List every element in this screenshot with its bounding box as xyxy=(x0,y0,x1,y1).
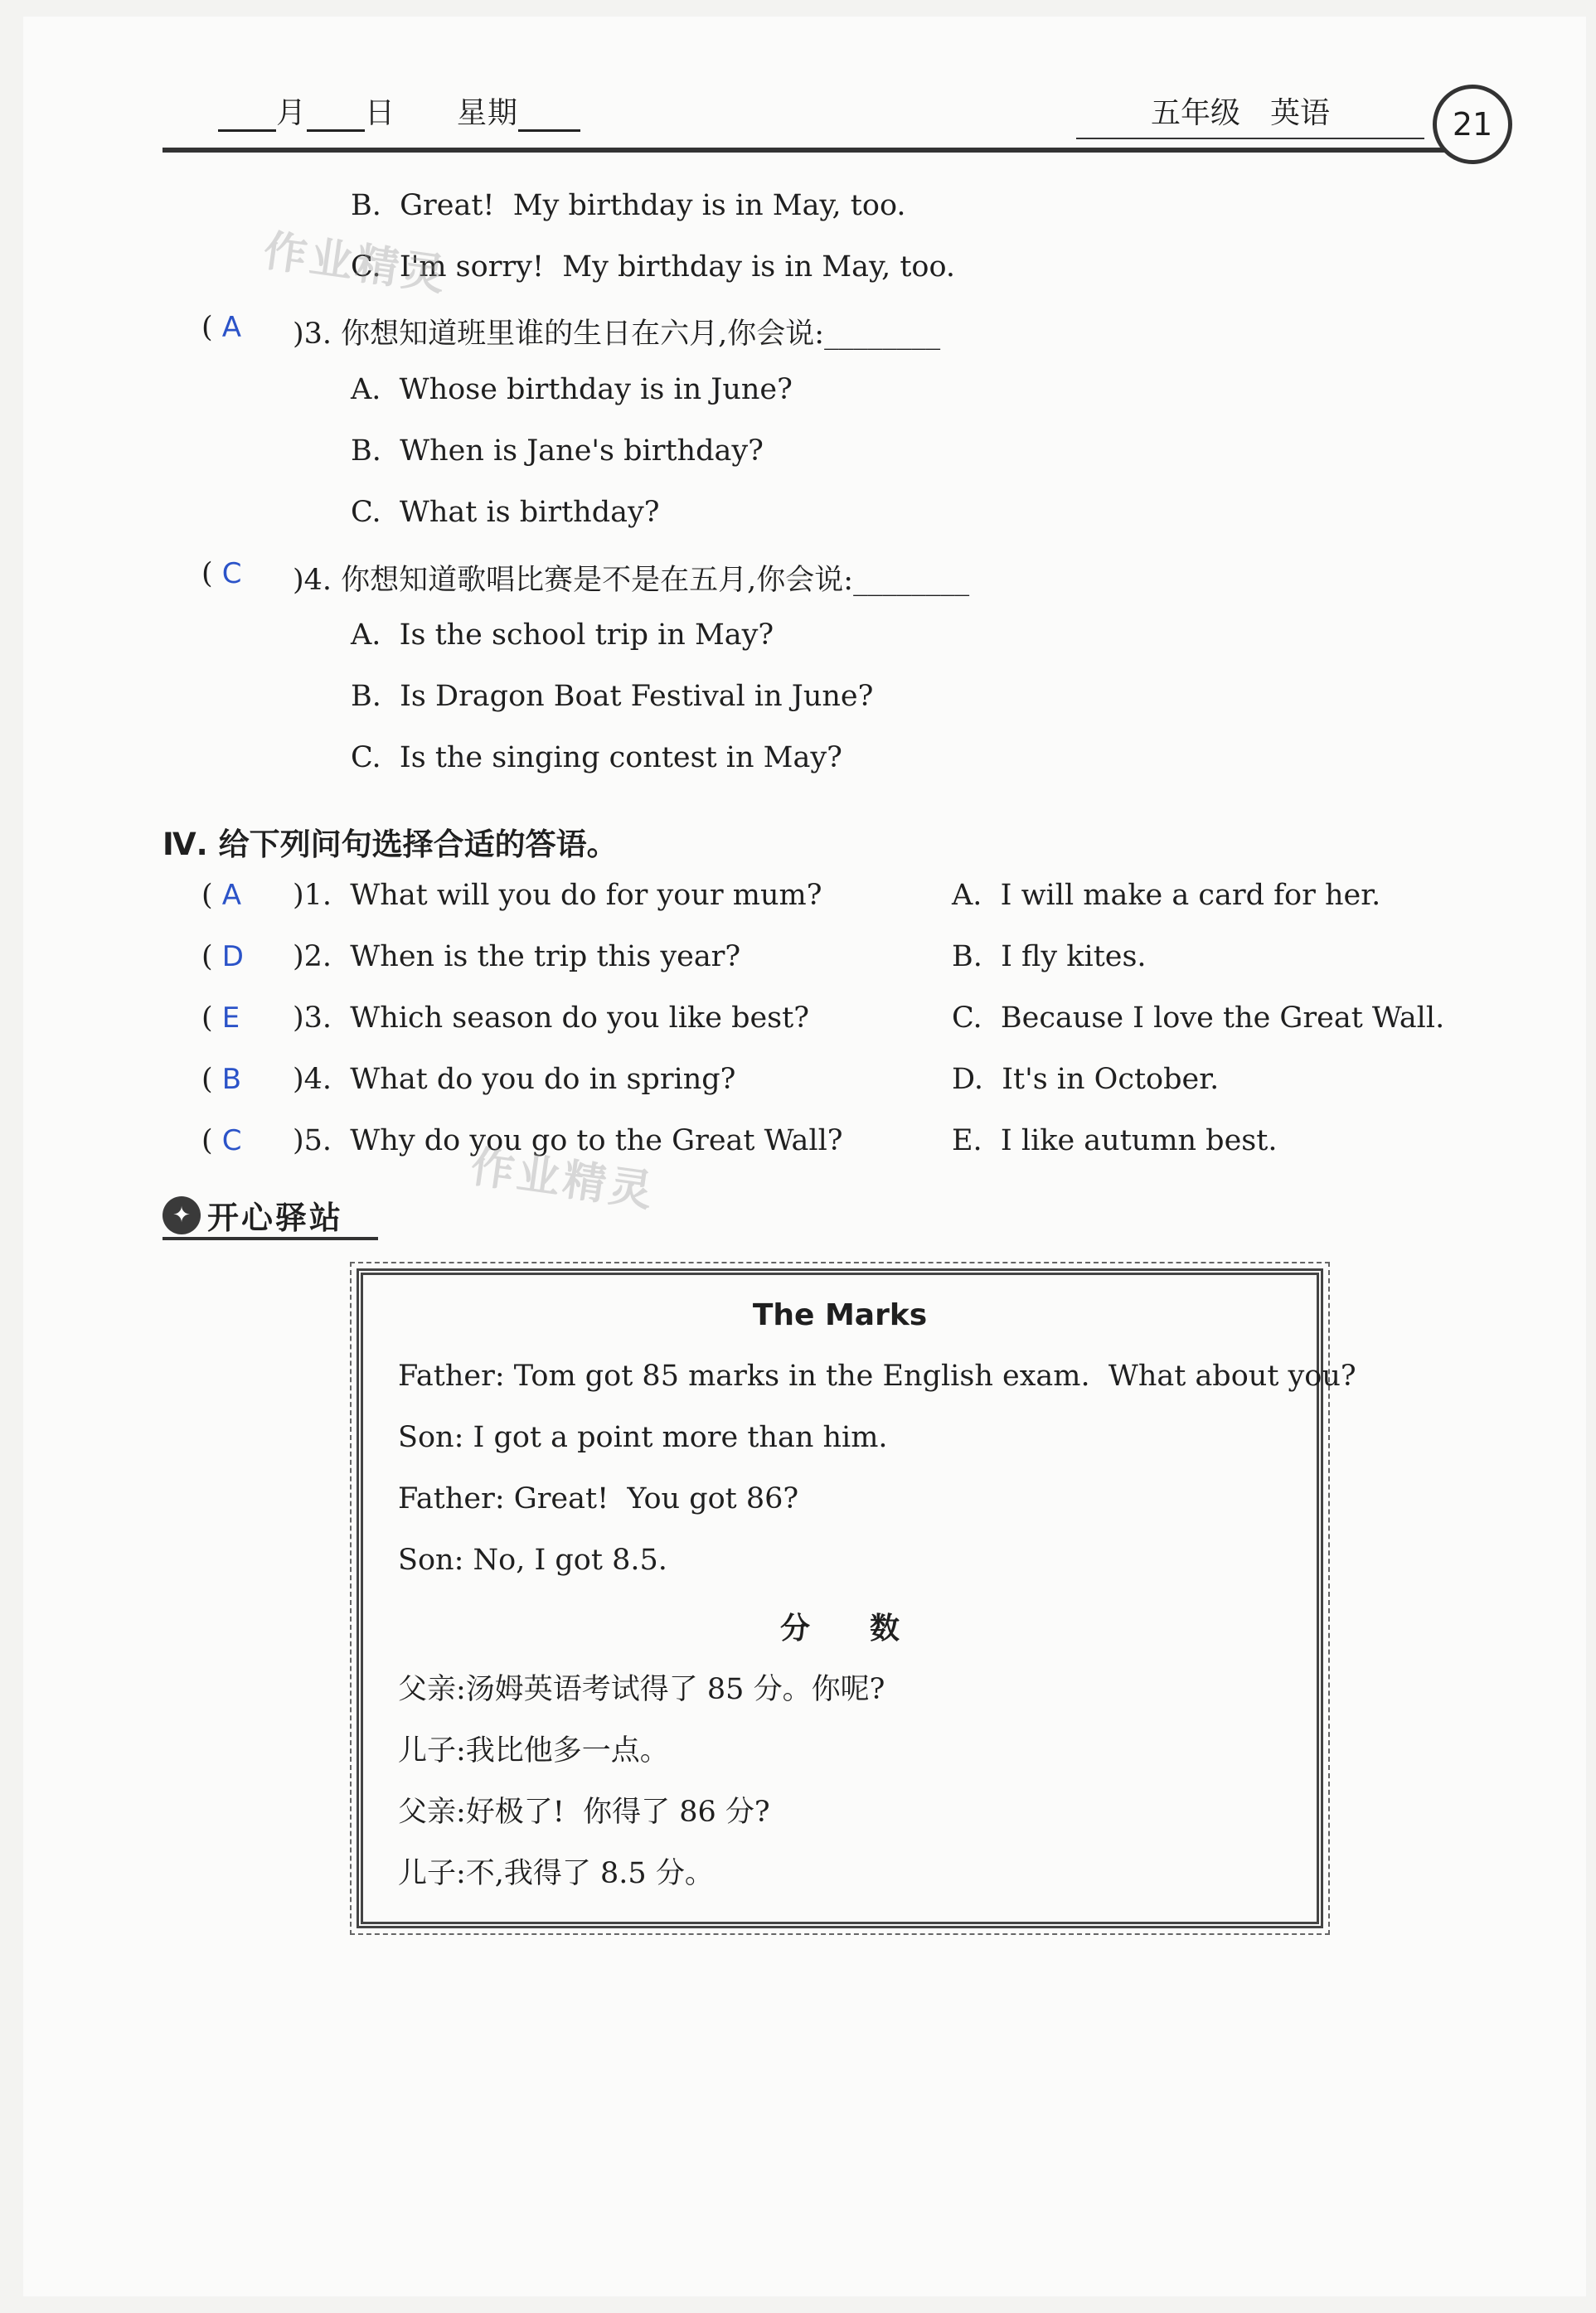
month-label: 月 xyxy=(276,96,308,130)
fun-corner-title: 开心驿站 xyxy=(207,1200,344,1236)
s4-q5-question: )5. Why do you go to the Great Wall? xyxy=(293,1124,843,1157)
grade-subject: 五年级 英语 xyxy=(1151,96,1331,130)
lightbulb-icon: ✦ xyxy=(163,1196,201,1234)
q3-stem: )3. 你想知道班里谁的生日在六月,你会说:________ xyxy=(293,318,941,351)
q4-option-b: B. Is Dragon Boat Festival in June? xyxy=(351,680,874,713)
s4-q2-paren: ( D xyxy=(201,940,244,973)
q3-paren: ( A xyxy=(201,311,242,344)
story-line-zh-4: 儿子:不,我得了 8.5 分。 xyxy=(398,1857,714,1890)
s4-reply-d: D. It's in October. xyxy=(952,1063,1220,1096)
s4-reply-b: B. I fly kites. xyxy=(952,940,1147,973)
s4-q2-answer: D xyxy=(221,940,244,973)
s4-q5-answer: C xyxy=(221,1124,242,1157)
fun-corner-underline xyxy=(163,1237,378,1240)
story-title-zh: 分 数 xyxy=(779,1612,900,1646)
page-number: 21 xyxy=(1433,85,1512,164)
fun-corner-header xyxy=(163,1192,343,1238)
q3-option-c: C. What is birthday? xyxy=(351,496,660,529)
s4-q4-paren: ( B xyxy=(201,1063,242,1096)
story-line-en-3: Father: Great! You got 86? xyxy=(398,1482,799,1515)
q3-answer: A xyxy=(221,311,242,344)
s4-q1-answer: A xyxy=(221,879,242,912)
s4-q3-paren: ( E xyxy=(201,1001,240,1035)
s4-q1-question: )1. What will you do for your mum? xyxy=(293,879,822,912)
story-line-zh-2: 儿子:我比他多一点。 xyxy=(398,1734,669,1767)
s4-q4-answer: B xyxy=(221,1063,242,1096)
story-box xyxy=(357,1268,1356,1928)
q2-option-c: C. I'm sorry! My birthday is in May, too. xyxy=(351,250,956,284)
q3-option-a: A. Whose birthday is in June? xyxy=(351,373,793,406)
q4-option-c: C. Is the singing contest in May? xyxy=(351,741,842,774)
q4-stem: )4. 你想知道歌唱比赛是不是在五月,你会说:________ xyxy=(293,564,970,597)
s4-reply-a: A. I will make a card for her. xyxy=(952,879,1381,912)
workbook-page xyxy=(23,17,1586,2296)
header-rule xyxy=(163,148,1456,153)
story-title-en: The Marks xyxy=(752,1298,928,1332)
section-4-title: Ⅳ. 给下列问句选择合适的答语。 xyxy=(163,827,618,862)
story-line-en-2: Son: I got a point more than him. xyxy=(398,1421,888,1454)
day-label: 日 xyxy=(365,96,396,130)
s4-reply-e: E. I like autumn best. xyxy=(952,1124,1278,1157)
q3-option-b: B. When is Jane's birthday? xyxy=(351,434,764,468)
s4-q2-question: )2. When is the trip this year? xyxy=(293,940,741,973)
q4-option-a: A. Is the school trip in May? xyxy=(351,618,774,652)
q4-answer: C xyxy=(221,557,242,590)
story-line-en-4: Son: No, I got 8.5. xyxy=(398,1544,667,1577)
s4-q3-question: )3. Which season do you like best? xyxy=(293,1001,809,1035)
weekday-label: 星期 xyxy=(457,96,519,130)
weekday-blank xyxy=(518,103,580,132)
q2-option-b: B. Great! My birthday is in May, too. xyxy=(351,189,906,222)
date-line xyxy=(218,90,580,132)
s4-q4-question: )4. What do you do in spring? xyxy=(293,1063,736,1096)
header-rule-thin xyxy=(1076,138,1424,139)
story-line-en-1: Father: Tom got 85 marks in the English exam. What about you? xyxy=(398,1360,1356,1393)
month-blank xyxy=(218,103,276,132)
story-line-zh-1: 父亲:汤姆英语考试得了 85 分。你呢? xyxy=(398,1673,885,1706)
s4-q5-paren: ( C xyxy=(201,1124,242,1157)
s4-q3-answer: E xyxy=(221,1001,240,1035)
watermark: 作业精灵 xyxy=(260,225,452,302)
day-blank xyxy=(307,103,365,132)
watermark: 作业精灵 xyxy=(468,1142,659,1218)
story-line-zh-3: 父亲:好极了! 你得了 86 分? xyxy=(398,1796,770,1829)
s4-q1-paren: ( A xyxy=(201,879,242,912)
s4-reply-c: C. Because I love the Great Wall. xyxy=(952,1001,1445,1035)
q4-paren: ( C xyxy=(201,557,242,590)
